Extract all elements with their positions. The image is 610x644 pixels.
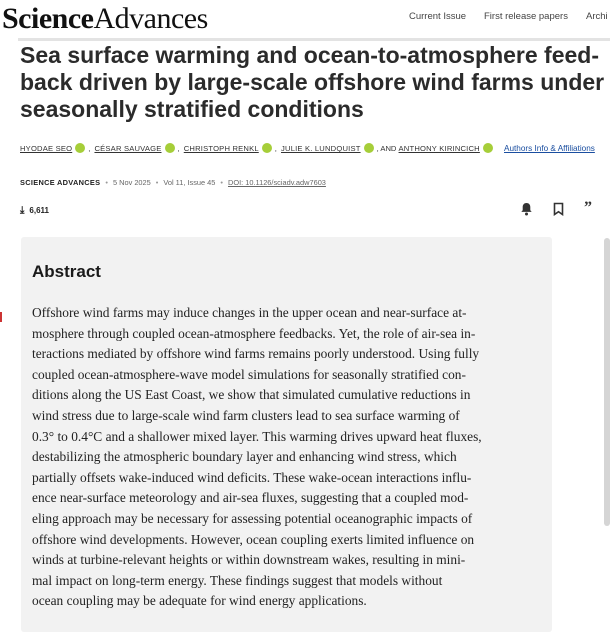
nav-current-issue[interactable]: Current Issue (409, 11, 467, 22)
science-advances-logo[interactable] (2, 0, 208, 38)
authors-info-link[interactable]: Authors Info & Affiliations (504, 144, 595, 153)
author-link[interactable]: CHRISTOPH RENKL (183, 144, 259, 153)
download-icon: ⤓ (20, 205, 25, 216)
side-scrollbar[interactable] (604, 238, 610, 526)
download-stats (20, 205, 49, 216)
bell-icon[interactable] (520, 202, 533, 219)
volume-issue[interactable]: Vol 11, Issue 45 (163, 178, 216, 187)
abstract-text: Offshore wind farms may induce changes in the upper ocean and near-surface at- mosphere through coupled ocean-atmosphere feedbacks. Yet, the role of air-sea in- teractions mediated by offshore wind farms remains poorly understood. Using fully coupled ocean-atmosphere-wave model simulations for seasonally stratified con- ditions along the US East Coast, we show that simulated cumulative reductions in wind stress due to large-scale wind farm clusters lead to sea surface warming of 0.3° to 0.4°C and a shallower mixed layer. This warming drives upward heat fluxes, destabilizing the atmospheric boundary layer and enhancing wind stress, which partially offsets wake-induced wind deficits. These wake-ocean interactions influ- ence near-surface meteorology and air-sea fluxes, suggesting that a coupled mod- eling approach may be necessary for assessing potential oceanographic impacts of offshore wind developments. However, ocean coupling exerts limited influence on winds at turbine-relevant heights or within downstream wakes, resulting in mini- mal impact on long-term energy. These findings suggest that models without ocean coupling may be adequate for wind energy applications. (32, 305, 482, 609)
orcid-icon[interactable] (75, 143, 85, 153)
logo-science: Science (2, 2, 94, 35)
article-meta: SCIENCE ADVANCES • 5 Nov 2025 • Vol 11, Issue 45 • DOI: 10.1126/sciadv.adw7603 (20, 178, 326, 187)
left-margin-marker (0, 312, 2, 322)
orcid-icon[interactable] (364, 143, 374, 153)
orcid-icon[interactable] (262, 143, 272, 153)
doi-link[interactable]: DOI: 10.1126/sciadv.adw7603 (228, 178, 326, 187)
author-link[interactable]: ANTHONY KIRINCICH (398, 144, 480, 153)
author-list: HYODAE SEO , CÉSAR SAUVAGE , CHRISTOPH RENKL , JULIE K. LUNDQUIST , AND ANTHONY KIRINCICH Authors Info & Affiliations (20, 144, 595, 153)
header-divider (18, 38, 610, 41)
logo-advances: Advances (93, 2, 208, 35)
bookmark-icon[interactable] (553, 202, 564, 219)
article-title: Sea surface warming and ocean-to-atmosphere feed-back driven by large-scale offshore wind farms under seasonally stratified conditions (20, 42, 605, 122)
top-bar (0, 0, 610, 38)
journal-name[interactable]: SCIENCE ADVANCES (20, 178, 101, 187)
nav-archive[interactable]: Archi (586, 11, 608, 22)
and-text: , AND (376, 144, 397, 153)
author-link[interactable]: HYODAE SEO (20, 144, 73, 153)
author-link[interactable]: CÉSAR SAUVAGE (94, 144, 162, 153)
orcid-icon[interactable] (165, 143, 175, 153)
abstract-heading: Abstract (32, 262, 101, 281)
author-link[interactable]: JULIE K. LUNDQUIST (281, 144, 361, 153)
publication-date: 5 Nov 2025 (112, 178, 151, 187)
quote-icon[interactable]: ” (584, 199, 592, 216)
download-count: 6,611 (29, 206, 49, 215)
orcid-icon[interactable] (483, 143, 493, 153)
nav-first-release[interactable]: First release papers (484, 11, 568, 22)
